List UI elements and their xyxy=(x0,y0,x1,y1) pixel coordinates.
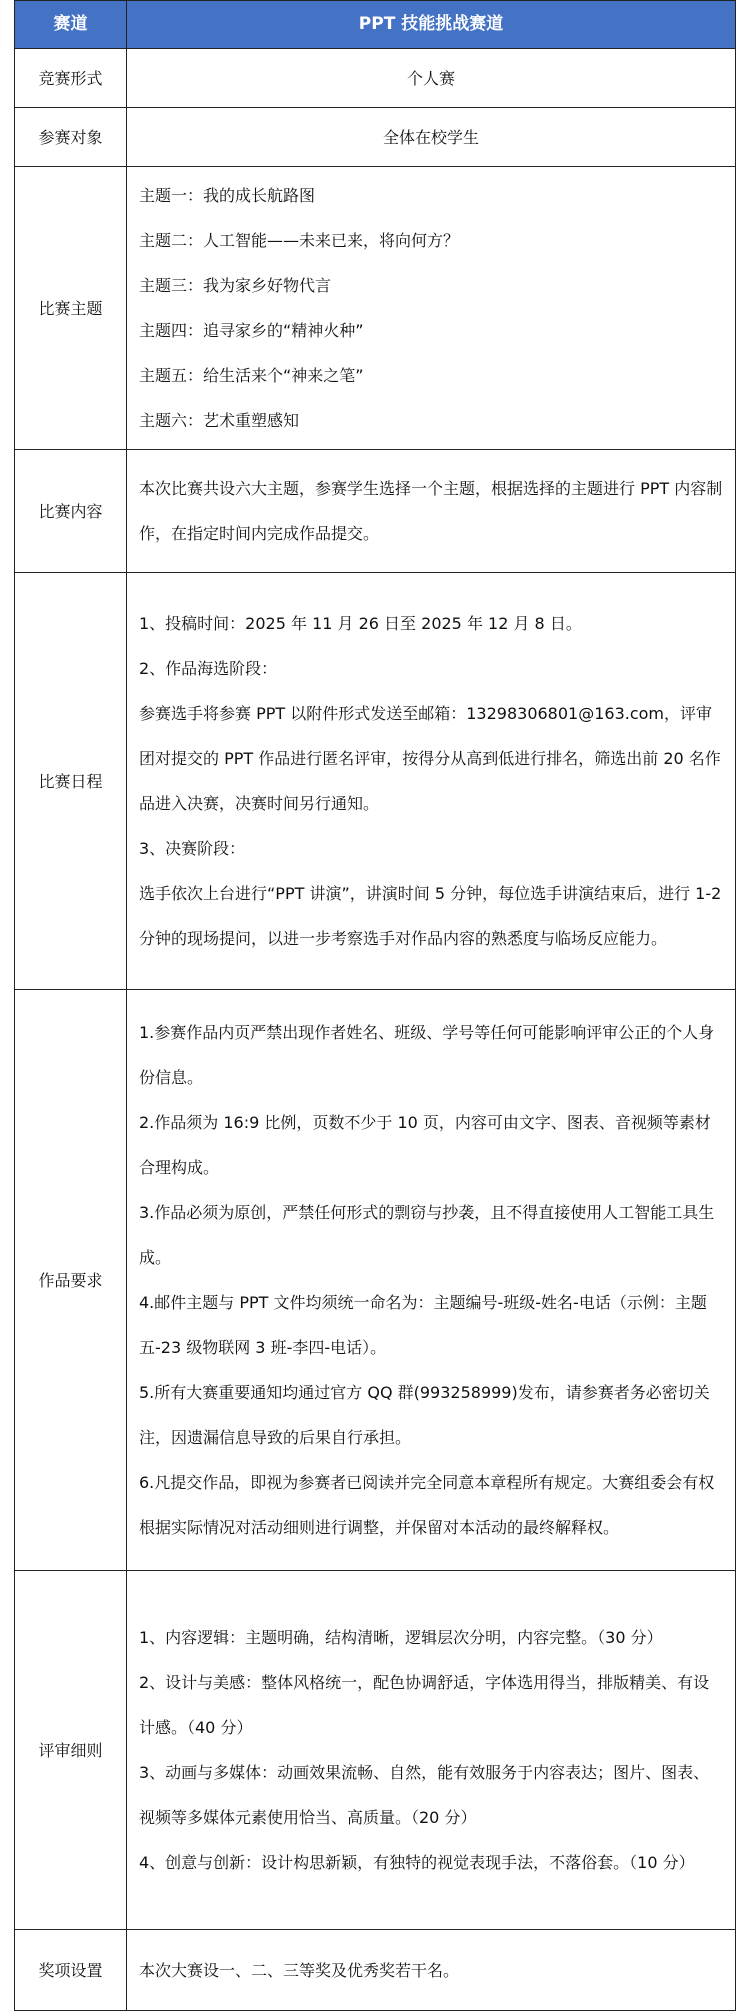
table-row xyxy=(15,49,736,108)
format-label: 竞赛形式 xyxy=(15,49,127,108)
award-label: 奖项设置 xyxy=(15,1930,127,2011)
requirement-item: 2.作品须为 16:9 比例，页数不少于 10 页，内容可由文字、图表、音视频等素材合理构成。 xyxy=(139,1113,711,1177)
criteria-item: 2、设计与美感：整体风格统一，配色协调舒适，字体选用得当，排版精美、有设计感。（40 分） xyxy=(139,1673,710,1737)
header-track-label: 赛道 xyxy=(15,1,127,49)
schedule-line: 3、决赛阶段： xyxy=(139,839,246,858)
requirement-item: 3.作品必须为原创，严禁任何形式的剽窃与抄袭，且不得直接使用人工智能工具生成。 xyxy=(139,1203,715,1267)
criteria-item: 3、动画与多媒体：动画效果流畅、自然，能有效服务于内容表达；图片、图表、视频等多媒体元素使用恰当、高质量。（20 分） xyxy=(139,1763,710,1827)
theme-item: 主题四：追寻家乡的“精神火种” xyxy=(139,321,364,340)
requirement-item: 4.邮件主题与 PPT 文件均须统一命名为：主题编号-班级-姓名-电话（示例：主题五-23 级物联网 3 班-李四-电话）。 xyxy=(139,1293,707,1357)
criteria-label: 评审细则 xyxy=(15,1571,127,1930)
theme-item: 主题六：艺术重塑感知 xyxy=(139,411,300,430)
competition-rules-table xyxy=(14,0,736,2011)
requirement-item: 1.参赛作品内页严禁出现作者姓名、班级、学号等任何可能影响评审公正的个人身份信息。 xyxy=(139,1023,715,1087)
schedule-line: 1、投稿时间：2025 年 11 月 26 日至 2025 年 12 月 8 日。 xyxy=(139,614,582,633)
target-label: 参赛对象 xyxy=(15,108,127,167)
table-row xyxy=(15,573,736,990)
criteria-cell xyxy=(127,1571,736,1930)
table-row xyxy=(15,1930,736,2011)
schedule-line: 选手依次上台进行“PPT 讲演”，讲演时间 5 分钟，每位选手讲演结束后，进行 1-2 分钟的现场提问，以进一步考察选手对作品内容的熟悉度与临场反应能力。 xyxy=(139,884,722,948)
header-track-name: PPT 技能挑战赛道 xyxy=(127,1,736,49)
content-label: 比赛内容 xyxy=(15,450,127,573)
table-row xyxy=(15,167,736,450)
theme-item: 主题三：我为家乡好物代言 xyxy=(139,276,332,295)
content-text: 本次比赛共设六大主题，参赛学生选择一个主题，根据选择的主题进行 PPT 内容制作，在指定时间内完成作品提交。 xyxy=(139,479,723,543)
requirements-label: 作品要求 xyxy=(15,990,127,1571)
theme-item: 主题二：人工智能——未来已来，将向何方？ xyxy=(139,231,460,250)
table-row xyxy=(15,108,736,167)
requirement-item: 5.所有大赛重要通知均通过官方 QQ 群(993258999)发布，请参赛者务必密切关注，因遗漏信息导致的后果自行承担。 xyxy=(139,1383,710,1447)
theme-item: 主题一：我的成长航路图 xyxy=(139,186,316,205)
schedule-cell xyxy=(127,573,736,990)
table-row xyxy=(15,990,736,1571)
requirements-cell xyxy=(127,990,736,1571)
target-value: 全体在校学生 xyxy=(127,108,736,167)
table-row xyxy=(15,450,736,573)
content-cell xyxy=(127,450,736,573)
table-header-row xyxy=(15,1,736,49)
table-row xyxy=(15,1571,736,1930)
schedule-line: 2、作品海选阶段： xyxy=(139,659,278,678)
format-value: 个人赛 xyxy=(127,49,736,108)
schedule-line: 参赛选手将参赛 PPT 以附件形式发送至邮箱：13298306801@163.com，评审团对提交的 PPT 作品进行匿名评审，按得分从高到低进行排名，筛选出前 20 名作品进入决赛，决赛时间另行通知。 xyxy=(139,704,721,813)
criteria-item: 1、内容逻辑：主题明确，结构清晰，逻辑层次分明，内容完整。（30 分） xyxy=(139,1628,663,1647)
schedule-label: 比赛日程 xyxy=(15,573,127,990)
themes-list xyxy=(127,167,736,450)
criteria-item: 4、创意与创新：设计构思新颖，有独特的视觉表现手法，不落俗套。（10 分） xyxy=(139,1853,695,1872)
theme-item: 主题五：给生活来个“神来之笔” xyxy=(139,366,364,385)
award-value: 本次大赛设一、二、三等奖及优秀奖若干名。 xyxy=(127,1930,736,2011)
themes-label: 比赛主题 xyxy=(15,167,127,450)
requirement-item: 6.凡提交作品，即视为参赛者已阅读并完全同意本章程所有规定。大赛组委会有权根据实际情况对活动细则进行调整，并保留对本活动的最终解释权。 xyxy=(139,1473,715,1537)
